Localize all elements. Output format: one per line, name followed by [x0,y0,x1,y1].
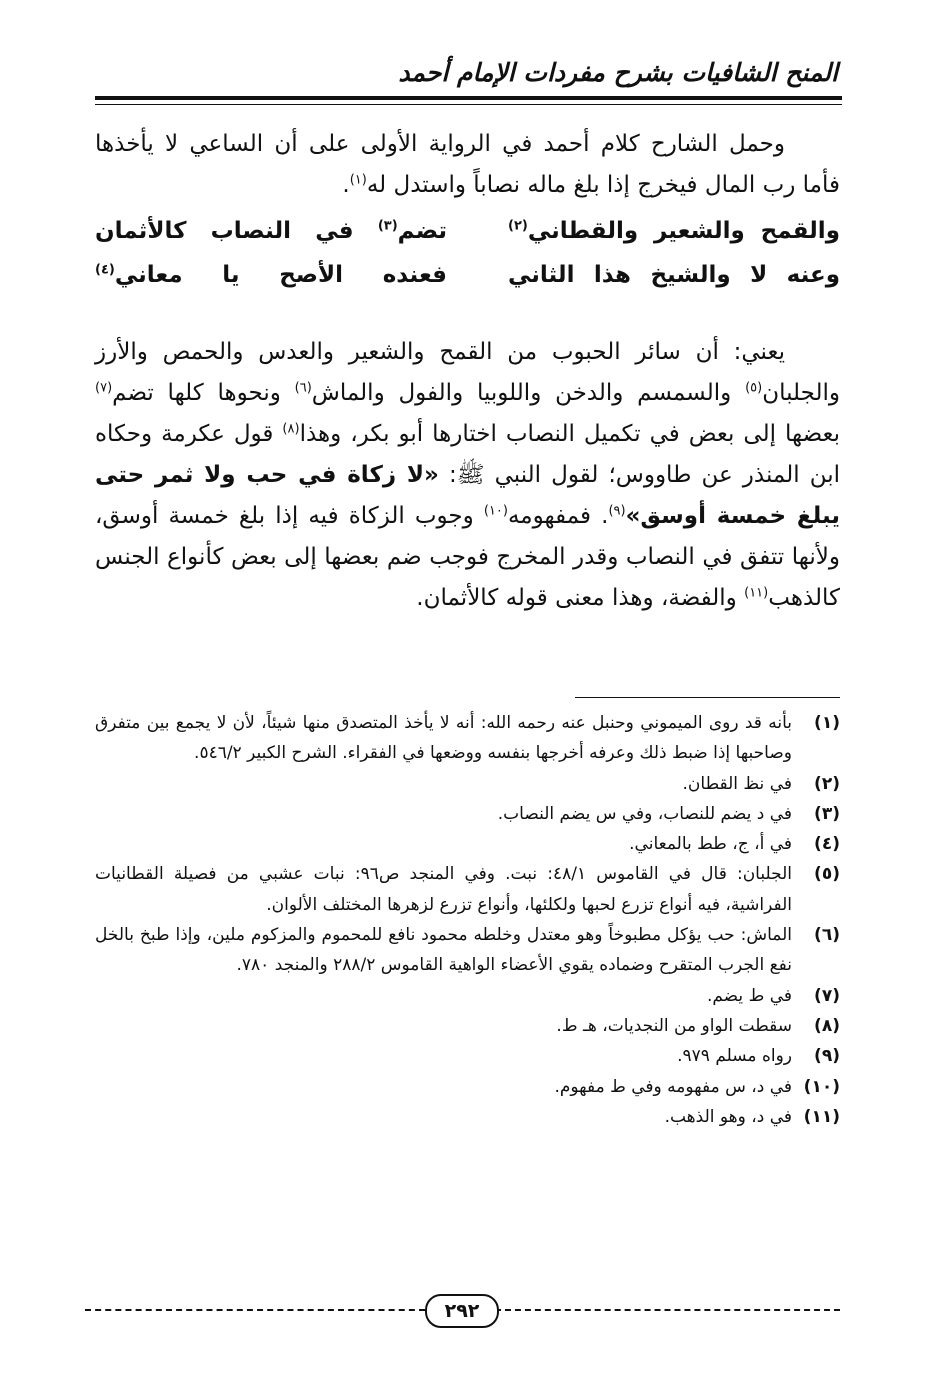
footnote-item: (٩) رواه مسلم ٩٧٩. [677,1046,840,1067]
footnote-item: (١١) في د، وهو الذهب. [664,1106,840,1127]
verse-2-first-hemistich: وعنه لا والشيخ هذا الثاني [508,262,840,288]
verse-line-2 [95,262,840,306]
footnote-marker: (٥) [745,380,763,396]
footnote-marker: (٦) [294,380,312,396]
intro-text: وحمل الشارح كلام أحمد في الرواية الأولى على أن الساعي لا يأخذها فأما رب المال فيخرج إذا بلغ ماله نصاباً واستدل له [95,131,840,198]
footer-dashed-rule-right [495,1309,840,1311]
footnote-item: (٧) في ط يضم. [706,985,840,1006]
footnotes [95,708,840,1132]
verse-2-second-hemistich: فعنده الأصح يا معاني$^{(٤)}$ [95,262,447,288]
header-rule-thin [95,104,842,105]
footnote-marker: (١١) [744,585,769,601]
footnote-item: (٢) في نظ القطان. [682,773,840,794]
footnote-marker: (٤) [95,262,115,278]
running-title: المنح الشافيات بشرح مفردات الإمام أحمد [398,58,838,87]
hadith-quote: «لا زكاة في حب ولا ثمر حتى يبلغ خمسة أوسق» [95,462,841,529]
footnote-separator [575,697,840,698]
footer-dashed-rule-left [85,1309,425,1311]
footnote-marker: (٧) [95,380,113,396]
footnote-marker: (٨) [282,421,300,437]
footnote-item: (١) بأنه قد روى الميموني وحنبل عنه رحمه الله: أنه لا يأخذ المتصدق منها شيئاً، لأن لا يجمع بين متفرق وصاحبها إذا ضبط ذلك وعرفه أخرجها بنفسه ووضعها في الفقراء. الشرح الكبير ٥٤٦/٢. [95,713,840,764]
header-rule-thick [95,96,842,100]
page-number: ٢٩٢ [425,1294,499,1328]
footnote-marker: (١) [349,172,367,188]
footnote-marker: (٣) [377,218,398,234]
footnote-item: (٨) سقطت الواو من النجديات، هـ ط. [556,1015,840,1036]
footnote-marker: (١٠) [483,503,508,519]
footnote-item: (١٠) في د، س مفهومه وفي ط مفهوم. [554,1076,840,1097]
footnote-item: (٥) الجلبان: قال في القاموس ٤٨/١: نبت. وفي المنجد ص٩٦: نبات عشبي من فصيلة القطانيات الفراشية، فيه أنواع تزرع لحبها ولكلئها، وأنواع تزرع لزهرها المختلف الألوان. [95,864,840,915]
verse-1-first-hemistich: والقمح والشعير والقطاني$^{(٢)}$ [508,218,840,244]
verse-line-1 [95,218,840,262]
verse-1-second-hemistich: تضم$^{(٣)}$ في النصاب كالأثمان [95,218,447,244]
verse-block [95,218,840,306]
footnote-marker: (٢) [508,218,528,234]
footnote-item: (٣) في د يضم للنصاب، وفي س يضم النصاب. [497,803,840,824]
footnote-item: (٦) الماش: حب يؤكل مطبوخاً وهو معتدل وخلطه محمود نافع للمحموم والمزكوم ملين، وإذا طبخ بالخل نفع الجرب المتقرح وضماده يقوي الأعضاء الواهية القاموس ٢٨٨/٢ والمنجد ٧٨٠. [95,925,840,976]
intro-paragraph: وحمل الشارح كلام أحمد في الرواية الأولى على أن الساعي لا يأخذها فأما رب المال فيخرج إذا بلغ ماله نصاباً واستدل له$^{(١)}$. [95,131,840,198]
footnote-marker: (٩) [608,503,626,519]
footnote-item: (٤) في أ، ج، طط بالمعاني. [629,834,840,855]
commentary-paragraph: يعني: أن سائر الحبوب من القمح والشعير والعدس والحمص والأرز والجلبان$^{(٥)}$ والسمسم والدخن واللوبيا والفول والماش$^{(٦)}$ ونحوها كلها تضم$^{(٧)}$ بعضها إلى بعض في تكميل النصاب اختارها أبو بكر، وهذا$^{(٨)}$ قول عكرمة وحكاه ابن المنذر عن طاووس؛ لقول النبي ﷺ: «لا زكاة في حب ولا ثمر حتى يبلغ خمسة أوسق»$^{(٩)}$. فمفهومه$^{(١٠)}$ وجوب الزكاة فيه إذا بلغ خمسة أوسق، ولأنها تتفق في النصاب وقدر المخرج فوجب ضم بعضها إلى بعض كأنواع الجنس كالذهب$^{(١١)}$ والفضة، وهذا معنى قوله كالأثمان. [95,339,841,611]
